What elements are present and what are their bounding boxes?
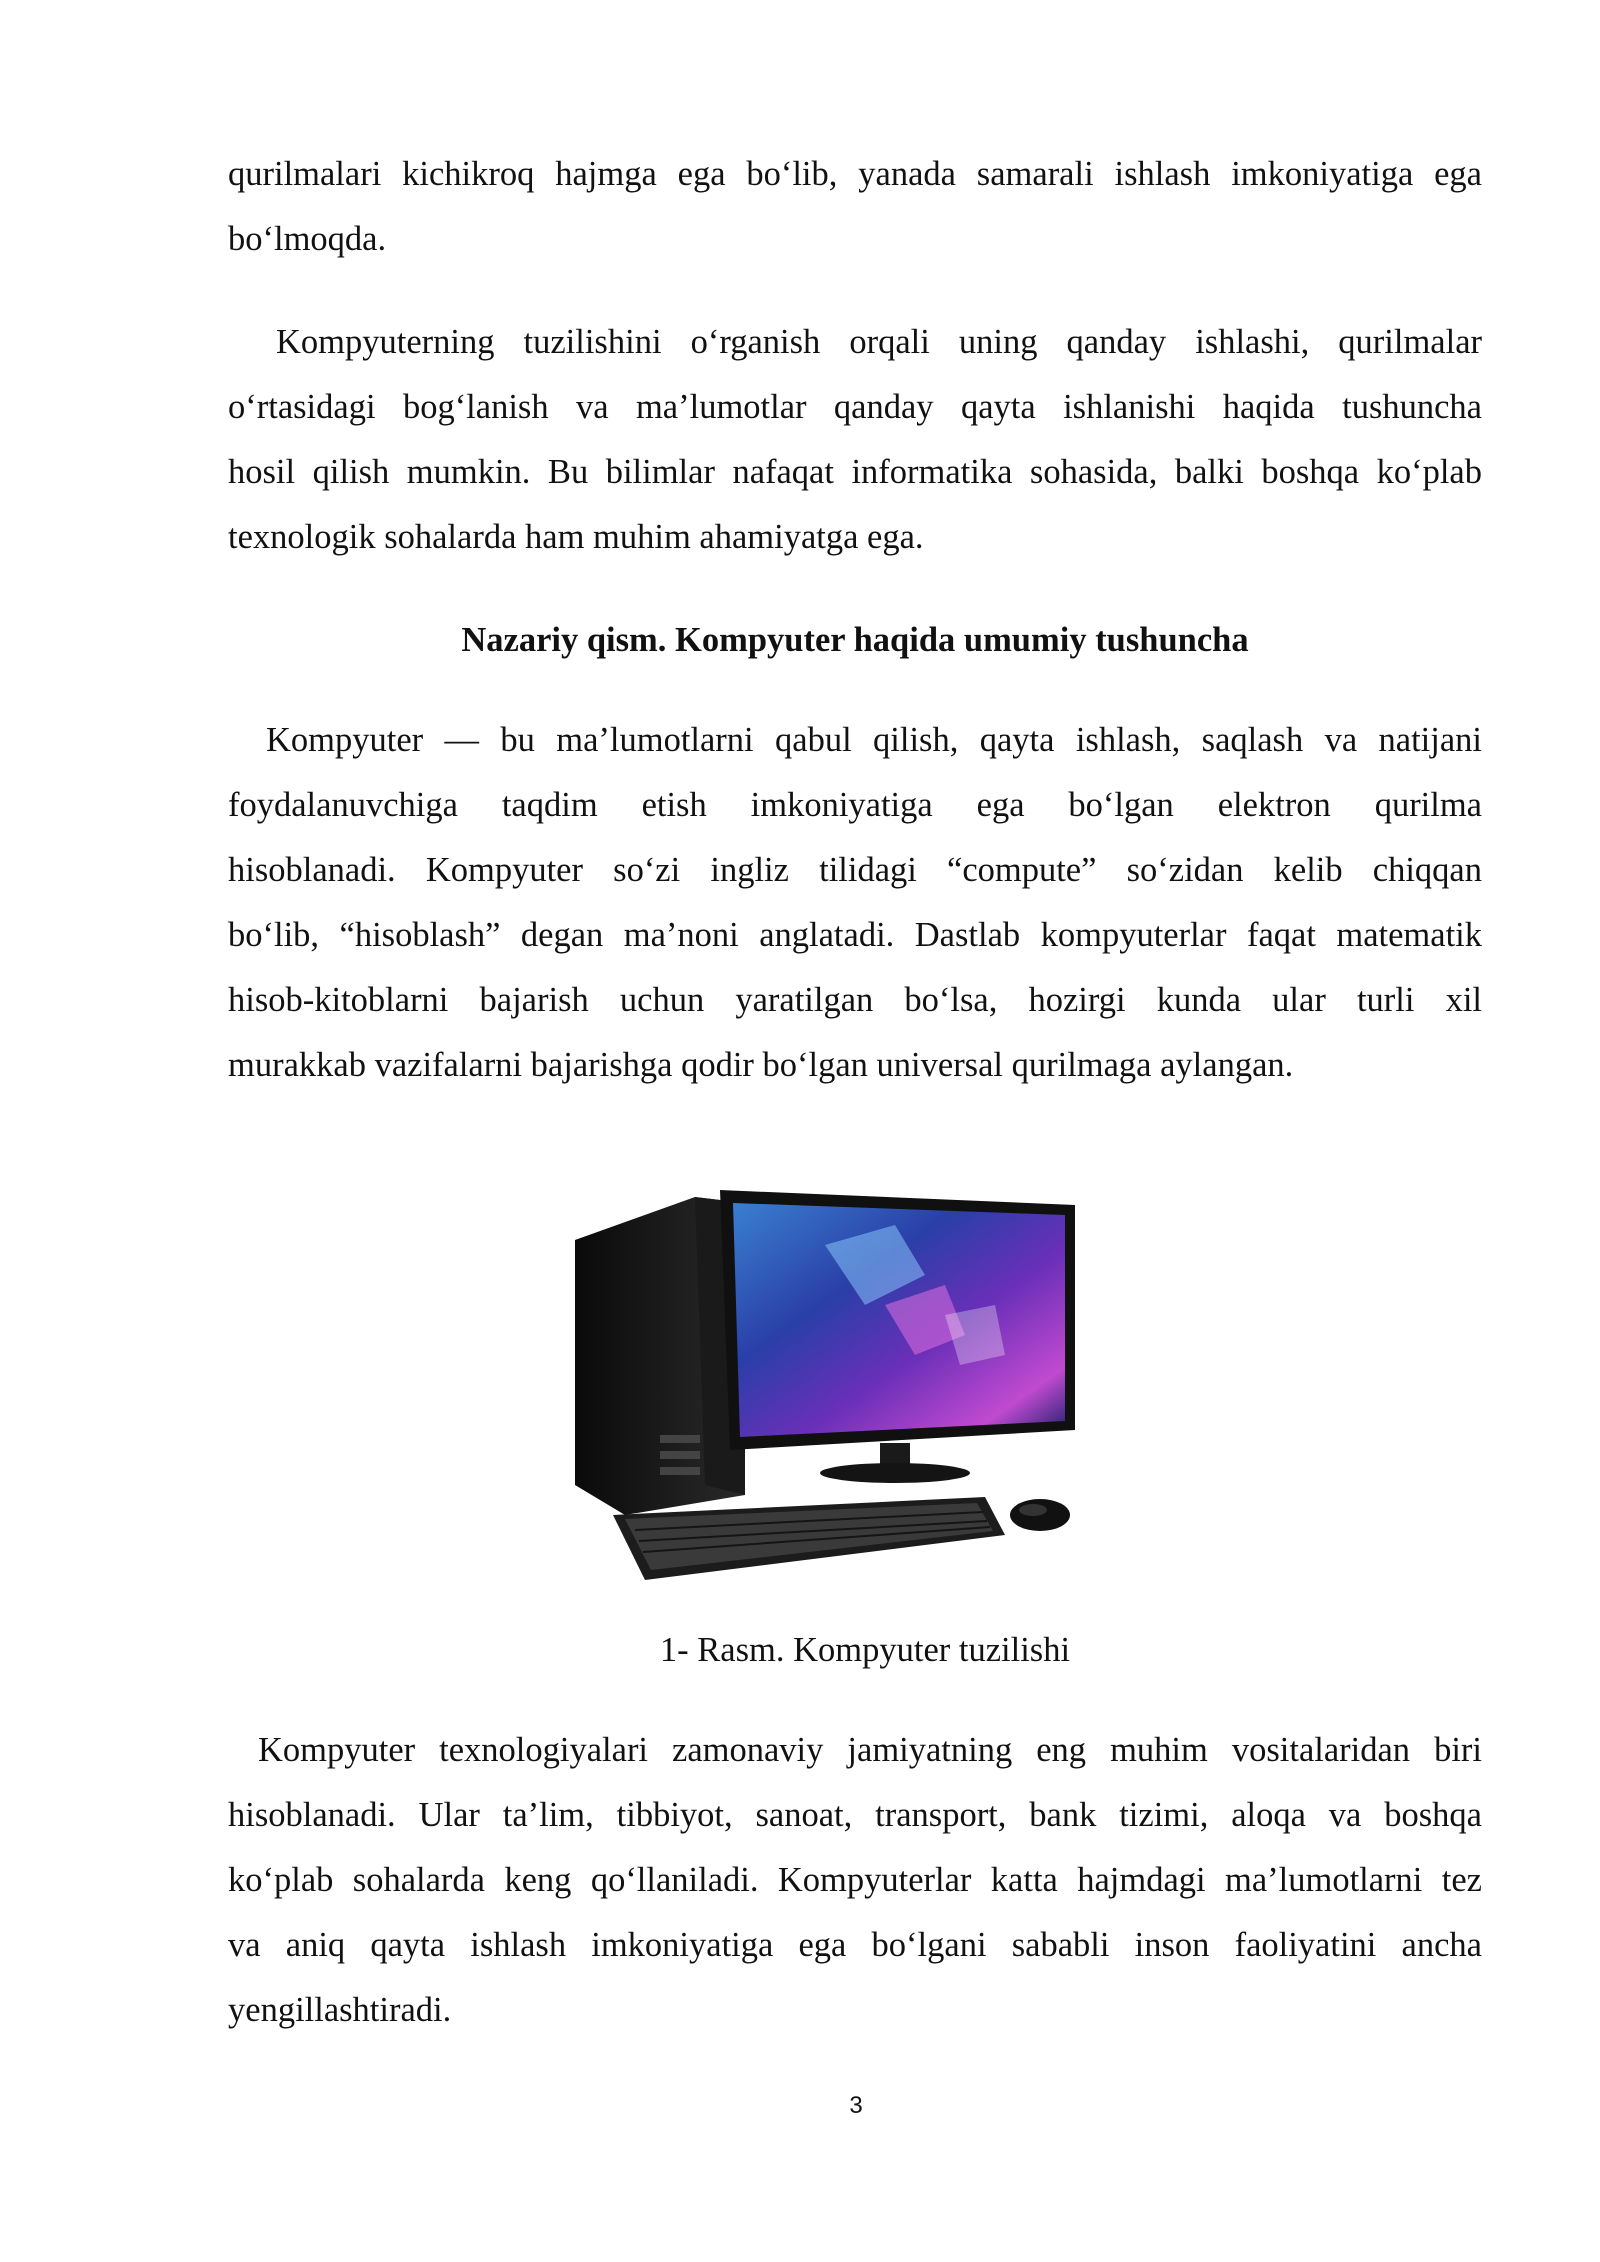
paragraph-line: yengillashtiradi. xyxy=(228,1991,452,2029)
paragraph-4 xyxy=(228,1718,1482,2043)
paragraph-line: ko‘plab sohalarda keng qo‘llaniladi. Kompyuterlar katta hajmdagi ma’lumotlarni tez xyxy=(228,1861,1482,1899)
figure-caption: 1- Rasm. Kompyuter tuzilishi xyxy=(659,1631,1071,1669)
paragraph-line: foydalanuvchiga taqdim etish imkoniyatiga ega bo‘lgan elektron qurilma xyxy=(228,786,1482,824)
paragraph-line: qurilmalari kichikroq hajmga ega bo‘lib, yanada samarali ishlash imkoniyatiga ega xyxy=(228,155,1482,193)
paragraph-line: Kompyuter texnologiyalari zamonaviy jamiyatning eng muhim vositalaridan biri xyxy=(258,1731,1482,1769)
paragraph-1 xyxy=(228,142,1482,272)
paragraph-line: texnologik sohalarda ham muhim ahamiyatga ega. xyxy=(228,518,924,556)
paragraph-line: va aniq qayta ishlash imkoniyatiga ega bo‘lgani sababli inson faoliyatini ancha xyxy=(228,1926,1482,1964)
paragraph-line: bo‘lib, “hisoblash” degan ma’noni anglatadi. Dastlab kompyuterlar faqat matematik xyxy=(228,916,1482,954)
paragraph-line: bo‘lmoqda. xyxy=(228,220,387,258)
mouse xyxy=(1010,1499,1070,1531)
paragraph-line: hisob-kitoblarni bajarish uchun yaratilgan bo‘lsa, hozirgi kunda ular turli xil xyxy=(228,981,1482,1019)
paragraph-line: hosil qilish mumkin. Bu bilimlar nafaqat informatika sohasida, balki boshqa ko‘plab xyxy=(228,453,1482,491)
paragraph-line: o‘rtasidagi bog‘lanish va ma’lumotlar qanday qayta ishlanishi haqida tushuncha xyxy=(228,388,1482,426)
computer-monitor xyxy=(720,1190,1075,1483)
computer-tower xyxy=(575,1197,745,1515)
page-number: 3 xyxy=(849,2092,863,2119)
paragraph-line: Kompyuter — bu ma’lumotlarni qabul qilish, qayta ishlash, saqlash va natijani xyxy=(266,721,1482,759)
paragraph-3 xyxy=(228,708,1482,1098)
paragraph-line: hisoblanadi. Ular ta’lim, tibbiyot, sanoat, transport, bank tizimi, aloqa va boshqa xyxy=(228,1796,1482,1834)
desktop-computer-icon xyxy=(565,1185,1085,1605)
paragraph-line: Kompyuterning tuzilishini o‘rganish orqali uning qanday ishlashi, qurilmalar xyxy=(276,323,1482,361)
keyboard xyxy=(613,1497,1005,1580)
paragraph-2 xyxy=(228,310,1482,570)
paragraph-line: hisoblanadi. Kompyuter so‘zi ingliz tilidagi “compute” so‘zidan kelib chiqqan xyxy=(228,851,1482,889)
paragraph-line: murakkab vazifalarni bajarishga qodir bo‘lgan universal qurilmaga aylangan. xyxy=(228,1046,1294,1084)
section-heading: Nazariy qism. Kompyuter haqida umumiy tushuncha xyxy=(461,621,1249,659)
